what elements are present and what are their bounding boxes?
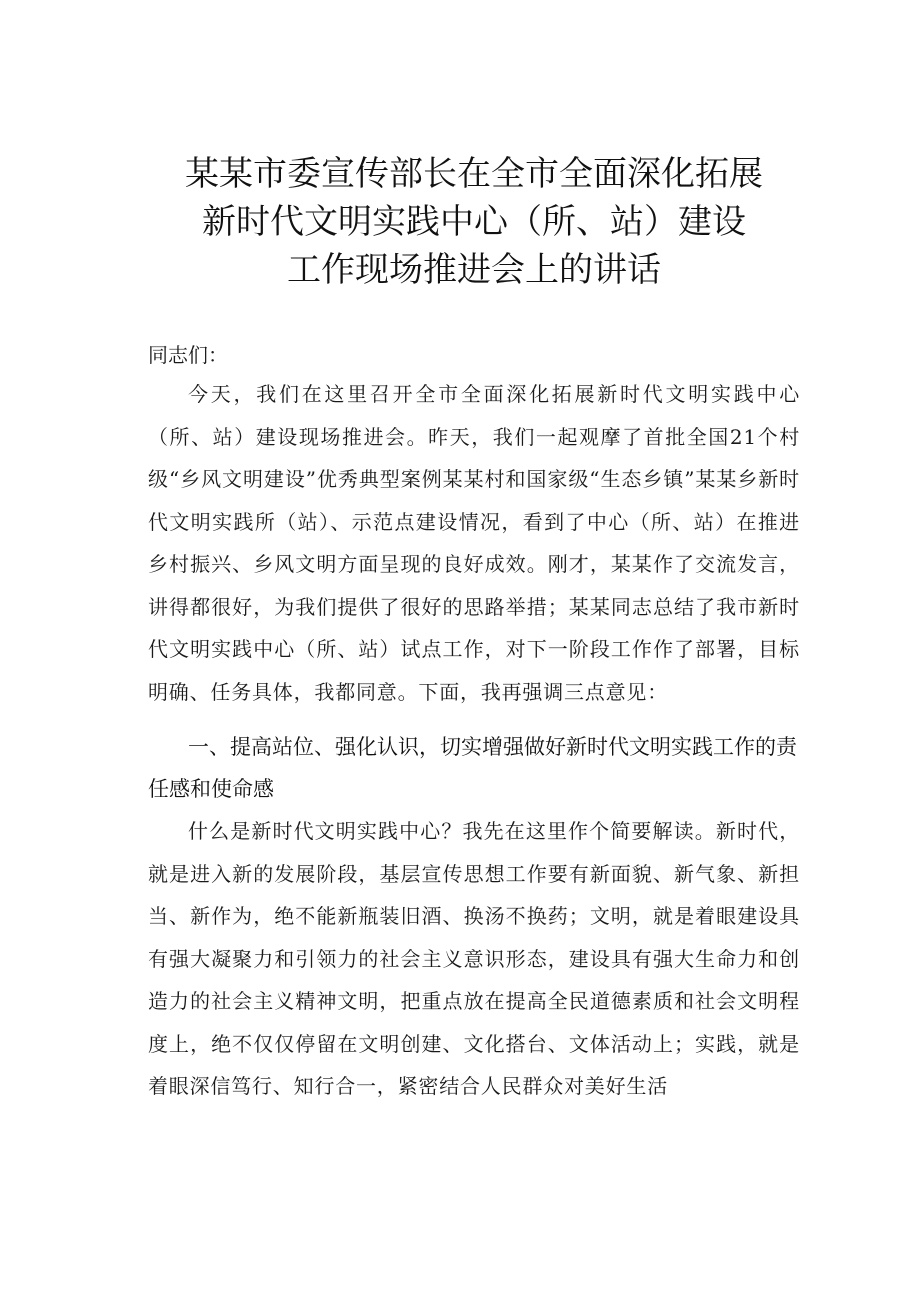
- title-line-1: 某某市委宣传部长在全市全面深化拓展: [185, 154, 763, 194]
- body-paragraph-1: 今天，我们在这里召开全市全面深化拓展新时代文明实践中心（所、站）建设现场推进会。昨天，我们一起观摩了首批全国21个村级“乡风文明建设”优秀典型案例某某村和国家级“生态乡镇”某某乡新时代文明实践所（站）、示范点建设情况，看到了中心（所、站）在推进乡村振兴、乡风文明方面呈现的良好成效。刚才，某某作了交流发言，讲得都很好，为我们提供了很好的思路举措；某某同志总结了我市新时代文明实践中心（所、站）试点工作，对下一阶段工作作了部署，目标明确、任务具体，我都同意。下面，我再强调三点意见：: [148, 382, 800, 704]
- title-line-2: 新时代文明实践中心（所、站）建设: [202, 202, 746, 242]
- body-paragraph-2: 什么是新时代文明实践中心？我先在这里作个简要解读。新时代，就是进入新的发展阶段，基层宣传思想工作要有新面貌、新气象、新担当、新作为，绝不能新瓶装旧酒、换汤不换药；文明，就是着眼建设具有强大凝聚力和引领力的社会主义意识形态，建设具有强大生命力和创造力的社会主义精神文明，把重点放在提高全民道德素质和社会文明程度上，绝不仅仅停留在文明创建、文化搭台、文体活动上；实践，就是着眼深信笃行、知行合一，紧密结合人民群众对美好生活: [148, 819, 800, 1098]
- title-line-3: 工作现场推进会上的讲话: [287, 250, 661, 290]
- salutation: 同志们：: [148, 343, 228, 367]
- section-heading-1: 一、提高站位、强化认识，切实增强做好新时代文明实践工作的责任感和使命感: [148, 735, 797, 801]
- document-title: [148, 150, 800, 294]
